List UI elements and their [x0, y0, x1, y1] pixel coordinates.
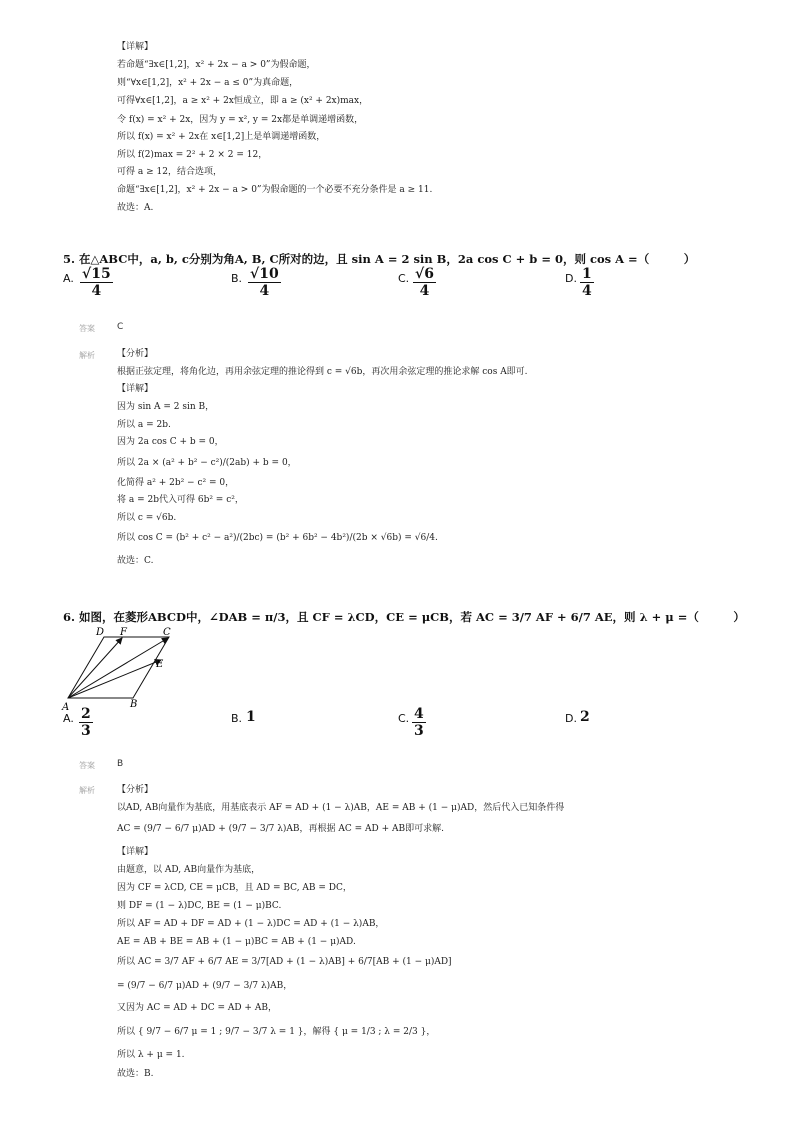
analysis-line: 由题意，以 AD, AB向量作为基底，: [117, 865, 261, 875]
option-b-value: $\frac{√10}{4}$: [250, 266, 279, 299]
analysis-line: = (9/7 − 6/7 μ)AD + (9/7 − 3/7 λ)AB，: [117, 981, 293, 991]
analysis-line: 因为 CF = λCD, CE = μCB，且 AD = BC, AB = DC，: [117, 883, 352, 893]
option-b-value: 1: [246, 709, 256, 725]
vector-ae: [68, 660, 161, 698]
analysis-line: AE = AB + BE = AB + (1 − μ)BC = AB + (1 − μ)AD.: [117, 937, 356, 947]
solution-line: 所以 f(x) = x² + 2x在 x∈[1,2]上是单调递增函数，: [117, 132, 326, 142]
analysis-line: 所以 c = √6b.: [117, 513, 177, 523]
analysis-line: 【详解】: [117, 384, 154, 394]
point-e-label: E: [156, 659, 164, 670]
point-a-label: A: [62, 702, 70, 712]
analysis-line: 【分析】: [117, 349, 154, 359]
option-c-value: $\frac{4}{3}$: [414, 706, 424, 739]
option-c-value: $\frac{√6}{4}$: [415, 266, 434, 299]
question-stem: 5. 在△ABC中，a, b, c分别为角A, B, C所对的边，且 sin A = 2 sin B，2a cos C + b = 0，则 cos A =（ ）: [63, 252, 696, 266]
analysis-line: 将 a = 2b代入可得 6b² = c²，: [117, 495, 244, 505]
analysis-line: 所以 2a × (a² + b² − c²)/(2ab) + b = 0，: [117, 458, 297, 468]
analysis-line: 则 DF = (1 − λ)DC, BE = (1 − μ)BC.: [117, 901, 282, 911]
solution-line: 可得 a ≥ 12，结合选项，: [117, 167, 222, 177]
solution-line: 则“∀x∈[1,2]，x² + 2x − a ≤ 0”为真命题，: [117, 78, 299, 88]
analysis-line: 所以 λ + μ = 1.: [117, 1050, 185, 1060]
analysis-label: 解析: [79, 786, 95, 795]
option-d-value: 2: [580, 709, 590, 725]
point-c-label: C: [163, 627, 171, 638]
analysis-line: 因为 2a cos C + b = 0，: [117, 437, 224, 447]
option-c-label: C.: [398, 712, 410, 725]
option-b-label: B.: [231, 272, 243, 285]
option-a-label: A.: [63, 272, 74, 285]
analysis-line: 故选：B.: [117, 1069, 154, 1079]
option-a-value: $\frac{2}{3}$: [81, 706, 91, 739]
analysis-line: 【详解】: [117, 847, 154, 857]
point-b-label: B: [130, 699, 138, 710]
solution-line: 故选：A.: [117, 203, 154, 213]
option-a-value: $\frac{√15}{4}$: [82, 266, 111, 299]
option-c-label: C.: [398, 272, 410, 285]
analysis-line: 以AD, AB向量作为基底，用基底表示 AF = AD + (1 − λ)AB，AE = AB + (1 − μ)AD，然后代入已知条件得: [117, 803, 565, 813]
analysis-line: 又因为 AC = AD + DC = AD + AB，: [117, 1003, 277, 1013]
solution-line: 【详解】: [117, 42, 154, 52]
analysis-line: 所以 cos C = (b² + c² − a²)/(2bc) = (b² + 6b² − 4b²)/(2b × √6b) = √6/4.: [117, 533, 438, 543]
option-b-label: B.: [231, 712, 243, 725]
analysis-line: 所以 { 9/7 − 6/7 μ = 1 ; 9/7 − 3/7 λ = 1 }，解得 { μ = 1/3 ; λ = 2/3 }，: [117, 1027, 436, 1037]
option-d-label: D.: [565, 272, 577, 285]
point-f-label: F: [120, 627, 127, 638]
analysis-line: 化简得 a² + 2b² − c² = 0，: [117, 478, 235, 488]
solution-line: 命题“∃x∈[1,2]，x² + 2x − a > 0”为假命题的一个必要不充分条件是 a ≥ 11.: [117, 185, 433, 195]
answer-value: C: [117, 322, 124, 332]
analysis-line: 所以 AF = AD + DF = AD + (1 − λ)DC = AD + (1 − λ)AB，: [117, 919, 385, 929]
answer-label: 答案: [79, 324, 95, 333]
analysis-line: 所以 AC = 3/7 AF + 6/7 AE = 3/7[AD + (1 − λ)AB] + 6/7[AB + (1 − μ)AD]: [117, 957, 452, 967]
option-d-value: $\frac{1}{4}$: [582, 266, 592, 299]
solution-line: 可得∀x∈[1,2]，a ≥ x² + 2x恒成立，即 a ≥ (x² + 2x)max，: [117, 96, 369, 106]
rhombus-figure: [60, 624, 190, 712]
analysis-line: AC = (9/7 − 6/7 μ)AD + (9/7 − 3/7 λ)AB，再根据 AC = AD + AB即可求解.: [117, 824, 444, 834]
solution-line: 若命题“∃x∈[1,2]，x² + 2x − a > 0”为假命题，: [117, 60, 316, 70]
vector-ac: [68, 638, 168, 698]
analysis-line: 【分析】: [117, 785, 154, 795]
analysis-label: 解析: [79, 351, 95, 360]
answer-label: 答案: [79, 761, 95, 770]
answer-value: B: [117, 759, 124, 769]
question-stem: 6. 如图，在菱形ABCD中，∠DAB = π/3，且 CF = λCD，CE = μCB，若 AC = 3/7 AF + 6/7 AE，则 λ + μ =（ ）: [63, 610, 745, 624]
solution-line: 令 f(x) = x² + 2x，因为 y = x², y = 2x都是单调递增函数，: [117, 115, 364, 125]
option-d-label: D.: [565, 712, 577, 725]
point-d-label: D: [96, 627, 105, 638]
vector-af: [68, 638, 122, 698]
analysis-line: 根据正弦定理，将角化边，再用余弦定理的推论得到 c = √6b，再次用余弦定理的推论求解 cos A即可.: [117, 367, 528, 377]
solution-line: 所以 f(2)max = 2² + 2 × 2 = 12，: [117, 150, 268, 160]
analysis-line: 故选：C.: [117, 556, 154, 566]
analysis-line: 所以 a = 2b.: [117, 420, 171, 430]
option-a-label: A.: [63, 712, 74, 725]
analysis-line: 因为 sin A = 2 sin B，: [117, 402, 215, 412]
